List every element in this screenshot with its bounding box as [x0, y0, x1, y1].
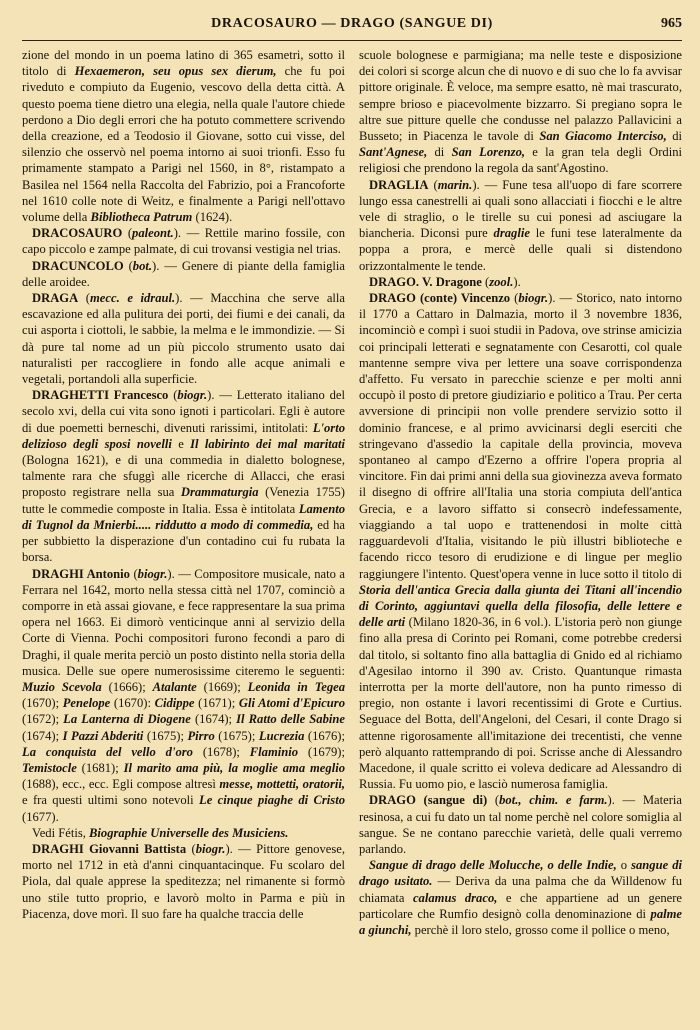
emphasis-text: DRAGO (conte) Vincenzo [369, 291, 511, 306]
body-text: (1666); [101, 679, 153, 694]
emphasis-text: biogr. [137, 566, 168, 581]
body-text: (1677). [22, 809, 59, 824]
emphasis-text: biogr. [518, 291, 549, 306]
body-text: (Milano 1820-36, in 6 vol.). L'istoria però non giunge fino alla presa di Corinto pei Romani, come potrebbe credersi dal titolo, si soltanto fino alla battaglia di Gnido ed al richiamo d'Agesilao intorno il 390 av. Cristo. Quantunque rimasta interrotta per la morte dell'autore, non ha punto rimesso di pregio, non ostante i lavori recentissimi di Grote e Curtius. Seguace del Botta, dell'Angeloni, del Cesari, il conte Drago si attenne rigorosamente all'imitazione dei trecentisti, che venne però alquanto rattemprando di poi. Scrisse anche di Alessandro Macedone, il quale scritto ei voleva dedicare ad Alessandro di Russia. Fu uomo pio, e lasciò numerosa famiglia. [359, 615, 682, 792]
emphasis-text: bot. [132, 258, 153, 273]
emphasis-text: L'orto delizioso degli sposi novelli [22, 420, 345, 451]
body-text: (1679); [298, 744, 345, 759]
emphasis-text: Atalante [152, 679, 197, 694]
body-text: (1688), ecc., ecc. Egli compose altresì [22, 777, 220, 792]
body-text: (1624). [192, 210, 233, 225]
emphasis-text: Storia dell'antica Grecia dalla giunta dei Titani all'incendio di Corinto, aggiuntavi quella della filosofia, delle lettere e delle arti [359, 582, 682, 630]
emphasis-text: Bibliotheca Patrum [90, 210, 193, 225]
body-text: di [666, 129, 682, 144]
body-text: ( [510, 291, 519, 306]
emphasis-text: paleont. [132, 226, 174, 241]
paragraph [359, 177, 682, 274]
body-text: le funi tese lateralmente da poppa a prora, e mercè delle quali si distendono orizzontalmente le tende. [359, 226, 682, 273]
body-text: ). — Materia resinosa, a cui fu dato un tal nome perchè nel colore somiglia al sangue. Se ne contano parecchie varietà, delle quali verremo parlando. [359, 793, 682, 856]
emphasis-text: mecc. e idraul. [90, 291, 176, 306]
emphasis-text: Hexaemeron, seu opus sex dierum, [74, 64, 277, 79]
body-text: ( [129, 566, 138, 581]
emphasis-text: DRAGHETTI Francesco [32, 388, 169, 403]
body-text: e che appartiene ad un genere particolare che Rumfio designò colla denominazione di [359, 890, 683, 921]
body-text: che fu poi riveduto e compiuto da Eugenio, vescovo della detta città. A questo poema tiene dietro una elegia, nella quale l'autore chiede perdono a Dio degli errori che ha potuto commettere scrivendo della creazione, ed a Teodosio il Giovane, sotto cui visse, del silenzio che osservò nel poema intorno ai suoi trionfi. Esso fu primamente stampato a Parigi nel 1560, in 8°, ristampato a Basilea nel 1564 nella Raccolta del Fabrizio, poi a Francoforte nel 1610 colle note di Weitz, e finalmente a Parigi nell'ottavo volume della [22, 64, 345, 225]
body-text: (1675); [214, 728, 259, 743]
emphasis-text: Sant'Agnese, [359, 145, 428, 160]
emphasis-text: DRAGA [32, 291, 79, 306]
body-text: zione del mondo in un poema latino di 365 esametri, sotto il titolo di [22, 48, 345, 79]
paragraph [22, 258, 345, 290]
emphasis-text: DRAGHI Giovanni Battista [32, 841, 187, 856]
paragraph [22, 387, 345, 565]
body-text: scuole bolognese e parmigiana; ma nelle teste e disposizione dei colori si scorge alcun che di nuovo e di suo che lo fa avvisar pittore originale. È veloce, ma sempre esatto, nè mai trascurato, sempre brioso e piacevolmente bizzarro. Si pregiano sopra le altre sue pitture quelle che condusse nel palazzo Pallavicini a Busseto; in Piacenza le tavole di [359, 48, 682, 144]
page-header [22, 14, 682, 41]
body-text: (1678); [192, 744, 250, 759]
body-text: (Venezia 1755) tutte le commedie composte in Italia. Essa è intitolata [22, 485, 346, 516]
body-text: ( [186, 841, 196, 856]
paragraph [359, 792, 682, 857]
body-text: ). — Letterato italiano del secolo xvi, della cui vita sono ignoti i particolari. Egli è autore di due poemetti berneschi, divenuti rarissimi, intitolati: [22, 388, 345, 435]
body-text: o [616, 858, 632, 873]
body-text: e [171, 436, 191, 451]
paragraph [359, 274, 682, 290]
running-title: DRACOSAURO — DRAGO (SANGUE DI) [211, 16, 493, 31]
body-text: e fra questi ultimi sono notevoli [22, 793, 199, 808]
emphasis-text: La conquista del vello d'oro [22, 744, 193, 759]
emphasis-text: Il labirinto dei mal maritati [190, 436, 345, 451]
body-text: ed ha per subbietto la disperazione d'un contadino cui fu rubata la borsa. [22, 517, 345, 565]
emphasis-text: Il marito ama più, la moglie ama meglio [123, 760, 345, 775]
emphasis-text: I Pazzi Abderiti [62, 728, 144, 743]
emphasis-text: DRACUNCOLO [32, 258, 124, 273]
left-column [22, 47, 345, 938]
body-text: ( [481, 274, 490, 289]
body-text: ). — Macchina che serve alla escavazione ed alla pulitura dei porti, dei fiumi e dei canali, da cui asporta i ciottoli, le sabbie, la melma e le immondizie. — Si dà pure tal nome ad un più piccolo strumento usato dai naturalisti per raccogliere in fondo alle acque animali e vegetali, portandoli alla superficie. [22, 291, 346, 387]
emphasis-text: calamus draco, [412, 890, 498, 905]
emphasis-text: Leonida in Tegea [247, 679, 346, 694]
emphasis-text: Lucrezia [258, 728, 305, 743]
emphasis-text: San Lorenzo, [451, 145, 526, 160]
body-text: ). — Genere di piante della famiglia delle aroidee. [22, 258, 345, 289]
emphasis-text: Cidippe [154, 696, 195, 711]
body-text: (1674); [190, 712, 237, 727]
emphasis-text: messe, mottetti, oratorii, [219, 777, 346, 792]
paragraph [22, 47, 345, 225]
emphasis-text: Le cinque piaghe di Cristo [199, 793, 345, 808]
body-text: (1672); [22, 712, 64, 727]
body-text: ( [487, 793, 500, 808]
emphasis-text: sangue di drago usitato. [359, 858, 682, 889]
emphasis-text: Flaminio [249, 744, 299, 759]
emphasis-text: zool. [489, 274, 514, 289]
paragraph [22, 825, 345, 841]
paragraph [22, 290, 345, 387]
body-text: ). [513, 274, 521, 289]
emphasis-text: Temistocle [22, 760, 77, 775]
emphasis-text: Gli Atomi d'Epicuro [238, 696, 345, 711]
emphasis-text: DRAGLIA [369, 177, 429, 192]
page-number: 965 [661, 16, 682, 31]
body-text: ). — Storico, nato intorno il 1770 a Cattaro in Dalmazia, morto il 3 novembre 1836, incominciò e compì i suoi studii in Padova, ove strinse amicizia coi principali letterati e segnatamente con Cesarotti, col quale mantenne sempre viva per lettere una soave corrispondenza d'affetto. Fu versato in parecchie scienze e per molti anni occupò il posto di pretore giudiziario e politico a Trau. Per certa avversione di principii non volle prendere servizio sotto il dominio francese, e al primo avvicinarsi degli eserciti che stringevano d'assedio la capitale della provincia, moveva spontaneo al campo d'Ezerno a offrire l'opera propria al vincitore. Fin dai primi anni della sua giovinezza aveva formato il disegno di offrire all'Italia una storia compiuta dell'antica Grecia, e a lavoro siffatto si consecrò indefessamente, viaggiando a tal uopo e trattenendosi in molte città ragguardevoli d'Italia, visitando le più illustri biblioteche e facendo ricco tesoro di erudizione e di lingue per meglio raggiungere l'intento. Quest'opera venne in luce sotto il titolo di [359, 291, 682, 581]
body-text: — Deriva da una palma che da Willdenow fu chiamata [359, 874, 682, 905]
body-text: (1675); [143, 728, 188, 743]
emphasis-text: Lamento di Tugnol da Mnierbi..... riddutto a modo di commedia, [22, 501, 345, 532]
paragraph [359, 290, 682, 792]
emphasis-text: La Lanterna di Diogene [63, 712, 191, 727]
body-text: ). — Compositore musicale, nato a Ferrara nel 1642, morto nella stessa città nel 1707, cominciò a comporre in età assai giovane, e fece rappresentare la sua prima opera nel 1663. Ei dimorò venticinque anni al servizio della Corte di Vienna. Pochi compositori furono fecondi a paro di Draghi, il quale merita perciò un posto distinto nella storia della musica. Delle sue opere numerosissime citeremo le seguenti: [22, 566, 346, 678]
body-text: ( [123, 258, 133, 273]
body-text: (1670): [110, 696, 155, 711]
body-text: (Bologna 1621), e di una commedia in dialetto bolognese, talmente rara che sfuggì alle ricerche di Allacci, che erasi proposto registrare nella sua [22, 453, 345, 500]
body-text: ( [122, 226, 133, 241]
emphasis-text: DRAGO (sangue di) [369, 793, 488, 808]
body-text: (1674); [22, 728, 63, 743]
emphasis-text: biogr. [177, 388, 208, 403]
body-text: ( [78, 291, 90, 306]
body-text: (1671); [194, 696, 239, 711]
body-text: ). — Fune tesa all'uopo di fare scorrere lungo essa canestrelli ai quali sono allacciati i fiocchi e le altre vele di straglio, o le tirelle su cui ponesi ad asciugare la biancheria. Diconsi pure [359, 177, 683, 241]
body-text: perchè il loro stelo, grosso come il pollice o meno, [411, 922, 670, 937]
body-text: ( [168, 388, 178, 403]
emphasis-text: San Giacomo Interciso, [539, 129, 667, 144]
text-columns [22, 47, 682, 938]
emphasis-text: marin. [437, 177, 473, 192]
emphasis-text: Penelope [62, 696, 111, 711]
paragraph [22, 225, 345, 257]
emphasis-text: Pirro [187, 728, 215, 743]
paragraph [22, 841, 345, 922]
body-text: ( [428, 177, 438, 192]
emphasis-text: Sangue di drago delle Molucche, o delle Indie, [369, 858, 617, 873]
paragraph [359, 857, 682, 938]
emphasis-text: Drammaturgia [180, 485, 259, 500]
body-text: di [427, 145, 452, 160]
emphasis-text: palme a giunchi, [359, 906, 682, 937]
body-text: Vedi Fétis, [32, 825, 90, 840]
emphasis-text: Muzio Scevola [22, 679, 102, 694]
emphasis-text: DRAGHI Antonio [32, 566, 130, 581]
paragraph [359, 47, 682, 177]
emphasis-text: draglie [493, 226, 530, 241]
emphasis-text: biogr. [195, 841, 226, 856]
body-text: (1669); [196, 679, 248, 694]
body-text: (1676); [304, 728, 345, 743]
body-text: e la gran tela degli Ordini religiosi che prendono la regola da sant'Agostino. [359, 145, 682, 176]
body-text: (1681); [76, 760, 124, 775]
body-text: ). — Pittore genovese, morto nel 1712 in età d'anni cinquantacinque. Fu scolaro del Piola, dal quale apprese la speditezza; nel rimanente si formò uno stile tutto proprio, e lavorò molto in Parma e più in Piacenza, dove morì. Il suo fare ha qualche traccia delle [22, 841, 345, 921]
emphasis-text: bot., chim. e farm. [499, 793, 608, 808]
emphasis-text: DRAGO. V. Dragone [369, 274, 482, 289]
body-text: ). — Rettile marino fossile, con capo piccolo e zampe palmate, di cui trovansi vestigia nel trias. [22, 226, 345, 257]
emphasis-text: Biographie Universelle des Musiciens. [89, 825, 289, 840]
body-text: (1670); [22, 696, 63, 711]
emphasis-text: Il Ratto delle Sabine [236, 712, 345, 727]
right-column [359, 47, 682, 938]
paragraph [22, 566, 345, 825]
emphasis-text: DRACOSAURO [32, 226, 123, 241]
